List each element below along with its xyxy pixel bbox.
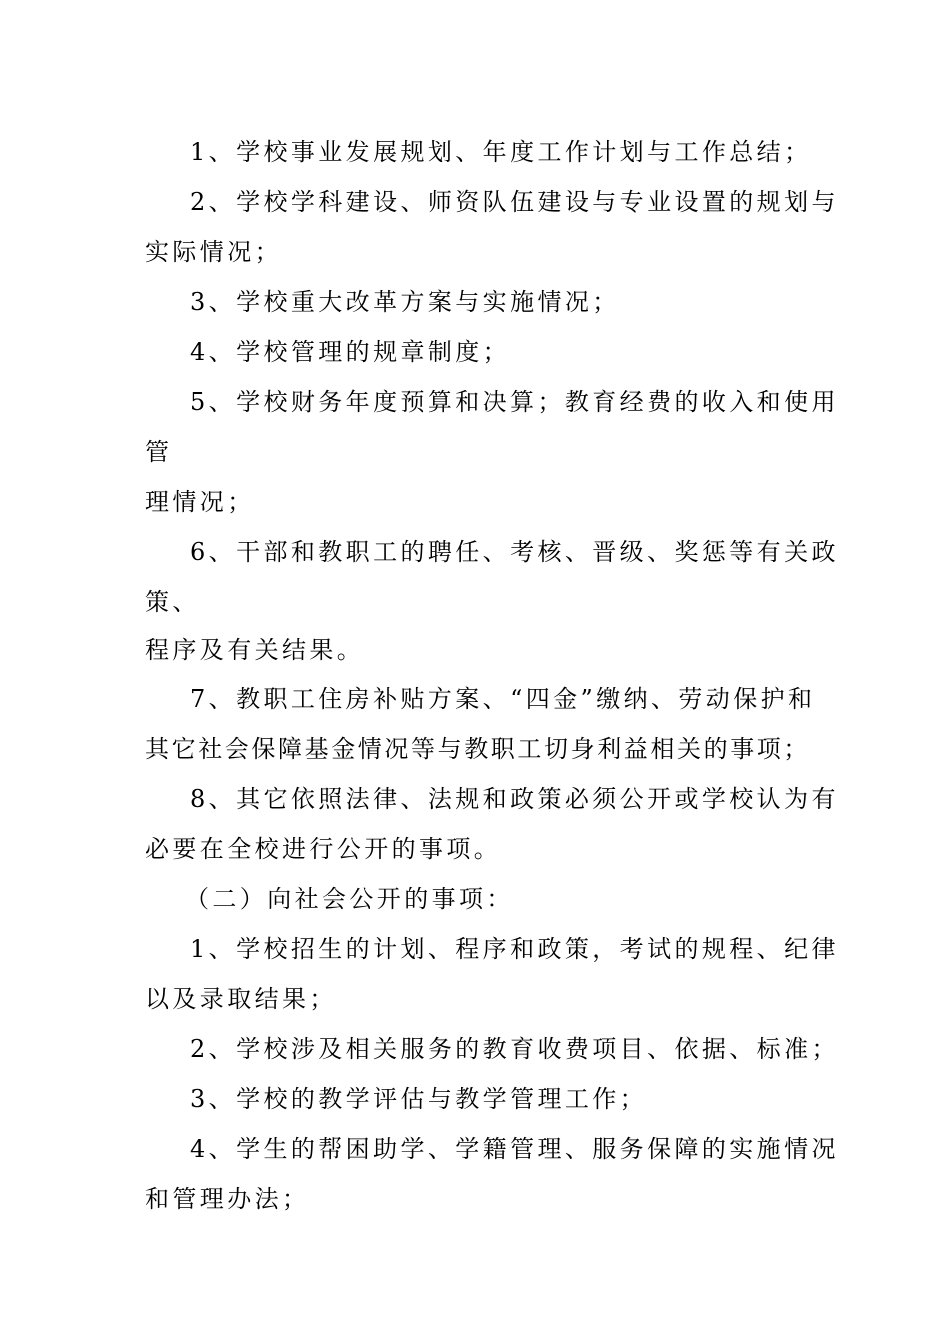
public-item-4-line-1: 4、学生的帮困助学、学籍管理、服务保障的实施情况 xyxy=(190,1135,839,1163)
public-item-1-line-1: 1、学校招生的计划、程序和政策，考试的规程、纪律 xyxy=(190,935,839,963)
item-7-line-2: 其它社会保障基金情况等与教职工切身利益相关的事项； xyxy=(145,735,810,763)
item-6-line-1: 6、干部和教职工的聘任、考核、晋级、奖惩等有关政 xyxy=(190,538,839,566)
item-5-line-3: 理情况； xyxy=(145,488,255,516)
public-item-3-line: 3、学校的教学评估与教学管理工作； xyxy=(190,1085,648,1113)
item-4-line: 4、学校管理的规章制度； xyxy=(190,338,511,366)
public-item-1-line-2: 以及录取结果； xyxy=(145,985,337,1013)
item-6-line-2: 策、 xyxy=(145,588,200,616)
item-6-line-3: 程序及有关结果。 xyxy=(145,636,365,664)
item-5-line-1: 5、学校财务年度预算和决算；教育经费的收入和使用 xyxy=(190,388,839,416)
public-item-4-line-2: 和管理办法； xyxy=(145,1185,310,1213)
item-1-line: 1、学校事业发展规划、年度工作计划与工作总结； xyxy=(190,138,812,166)
item-2-line-1: 2、学校学科建设、师资队伍建设与专业设置的规划与 xyxy=(190,188,839,216)
item-2-line-2: 实际情况； xyxy=(145,238,282,266)
section-two-heading: （二）向社会公开的事项： xyxy=(185,885,514,913)
item-8-line-1: 8、其它依照法律、法规和政策必须公开或学校认为有 xyxy=(190,785,839,813)
public-item-2-line: 2、学校涉及相关服务的教育收费项目、依据、标准； xyxy=(190,1035,839,1063)
item-8-line-2: 必要在全校进行公开的事项。 xyxy=(145,835,502,863)
item-3-line: 3、学校重大改革方案与实施情况； xyxy=(190,288,620,316)
item-7-line-1: 7、教职工住房补贴方案、“四金”缴纳、劳动保护和 xyxy=(190,685,816,713)
item-5-line-2: 管 xyxy=(145,438,173,466)
